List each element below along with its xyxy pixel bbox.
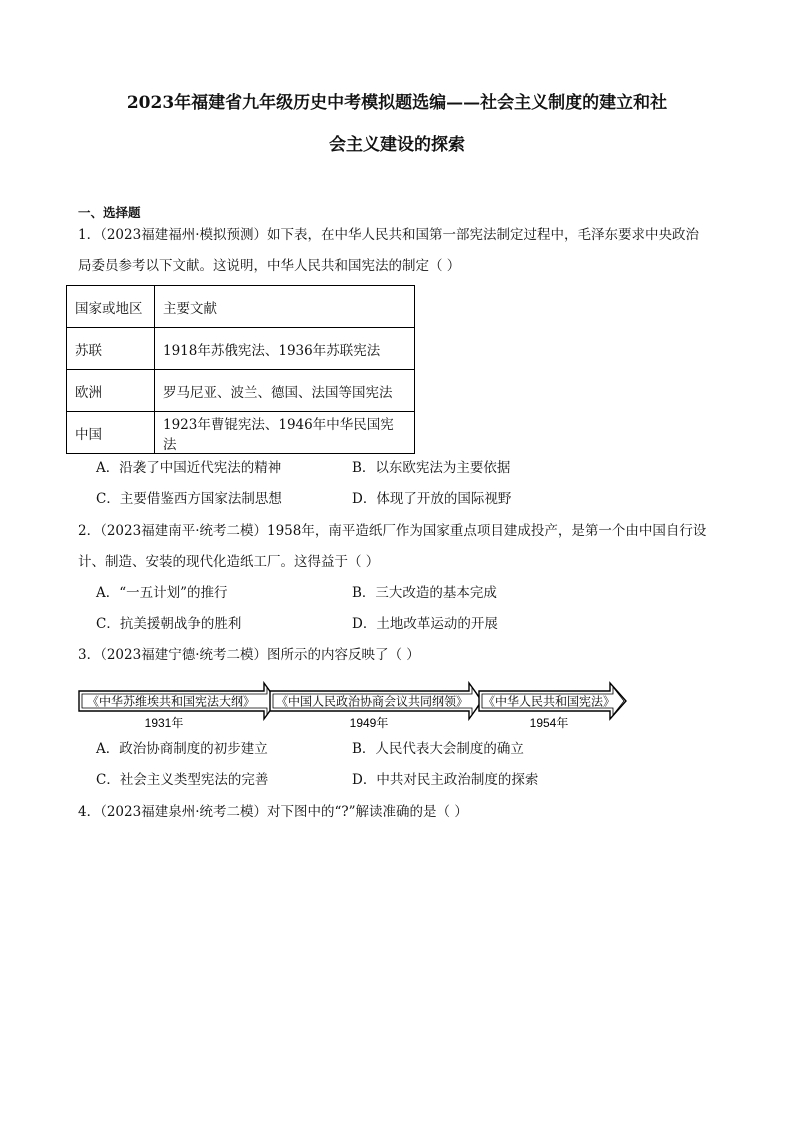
option-c[interactable]: C．社会主义类型宪法的完善 [96,772,269,788]
question-1-stem [78,220,738,282]
option-a[interactable]: A．政治协商制度的初步建立 [96,741,268,757]
table-row [67,412,415,454]
title-line-1: 2023年福建省九年级历史中考模拟题选编——社会主义制度的建立和社 [126,93,668,113]
table-header-row [67,286,415,328]
table-cell: 1918年苏俄宪法、1936年苏联宪法 [155,328,415,370]
table-cell: 苏联 [67,328,155,370]
option-a[interactable]: A．“一五计划”的推行 [96,585,228,601]
question-3-line-1: 3．（2023福建宁德·统考二模）图所示的内容反映了（ ） [78,647,420,663]
reference-documents-table [66,285,415,454]
question-1-line-1: 1．（2023福建福州·模拟预测）如下表，在中华人民共和国第一部宪法制定过程中，毛泽东要求中央政治 [78,227,699,243]
timeline-arrow-2 [270,683,482,730]
table-header-cell: 国家或地区 [67,286,155,328]
option-a[interactable]: A．沿袭了中国近代宪法的精神 [96,460,282,476]
timeline-arrow-1 [79,683,277,730]
table-row [67,370,415,412]
question-4-line-1: 4．（2023福建泉州·统考二模）对下图中的“?”解读准确的是（ ） [78,804,468,820]
question-3-stem [78,640,738,671]
option-b[interactable]: B．三大改造的基本完成 [352,585,497,601]
timeline-year-label: 1931年 [144,716,184,730]
table-header-cell: 主要文献 [155,286,415,328]
constitution-timeline-figure [78,680,630,730]
question-2-stem [78,516,738,578]
question-2-line-1: 2．（2023福建南平·统考二模）1958年，南平造纸厂作为国家重点项目建成投产，是第一个由中国自行设 [78,523,707,539]
option-d[interactable]: D．体现了开放的国际视野 [352,491,512,507]
option-c[interactable]: C．主要借鉴西方国家法制思想 [96,491,282,507]
table-cell: 欧洲 [67,370,155,412]
question-1-options [96,453,716,515]
table-cell: 中国 [67,412,155,454]
question-4-stem [78,797,738,828]
option-c[interactable]: C．抗美援朝战争的胜利 [96,616,242,632]
option-d[interactable]: D．土地改革运动的开展 [352,616,498,632]
table-row [67,328,415,370]
timeline-doc-label: 《中华苏维埃共和国宪法大纲》 [86,694,256,709]
table-cell: 罗马尼亚、波兰、德国、法国等国宪法 [155,370,415,412]
question-1-line-2: 局委员参考以下文献。这说明，中华人民共和国宪法的制定（ ） [78,258,461,274]
section-heading: 一、选择题 [78,205,141,220]
title-line-2: 会主义建设的探索 [329,135,465,155]
document-title [60,82,734,166]
option-d[interactable]: D．中共对民主政治制度的探索 [352,772,539,788]
question-2-options [96,578,716,640]
question-3-options [96,734,716,796]
question-2-line-2: 计、制造、安装的现代化造纸工厂。这得益于（ ） [78,554,380,570]
timeline-arrow-3 [479,683,626,730]
table-cell: 1923年曹锟宪法、1946年中华民国宪法 [155,412,415,454]
timeline-year-label: 1949年 [349,716,389,730]
option-b[interactable]: B．以东欧宪法为主要依据 [352,460,511,476]
timeline-doc-label: 《中华人民共和国宪法》 [482,694,616,709]
timeline-year-label: 1954年 [529,716,569,730]
timeline-doc-label: 《中国人民政治协商会议共同纲领》 [275,694,469,709]
option-b[interactable]: B．人民代表大会制度的确立 [352,741,524,757]
